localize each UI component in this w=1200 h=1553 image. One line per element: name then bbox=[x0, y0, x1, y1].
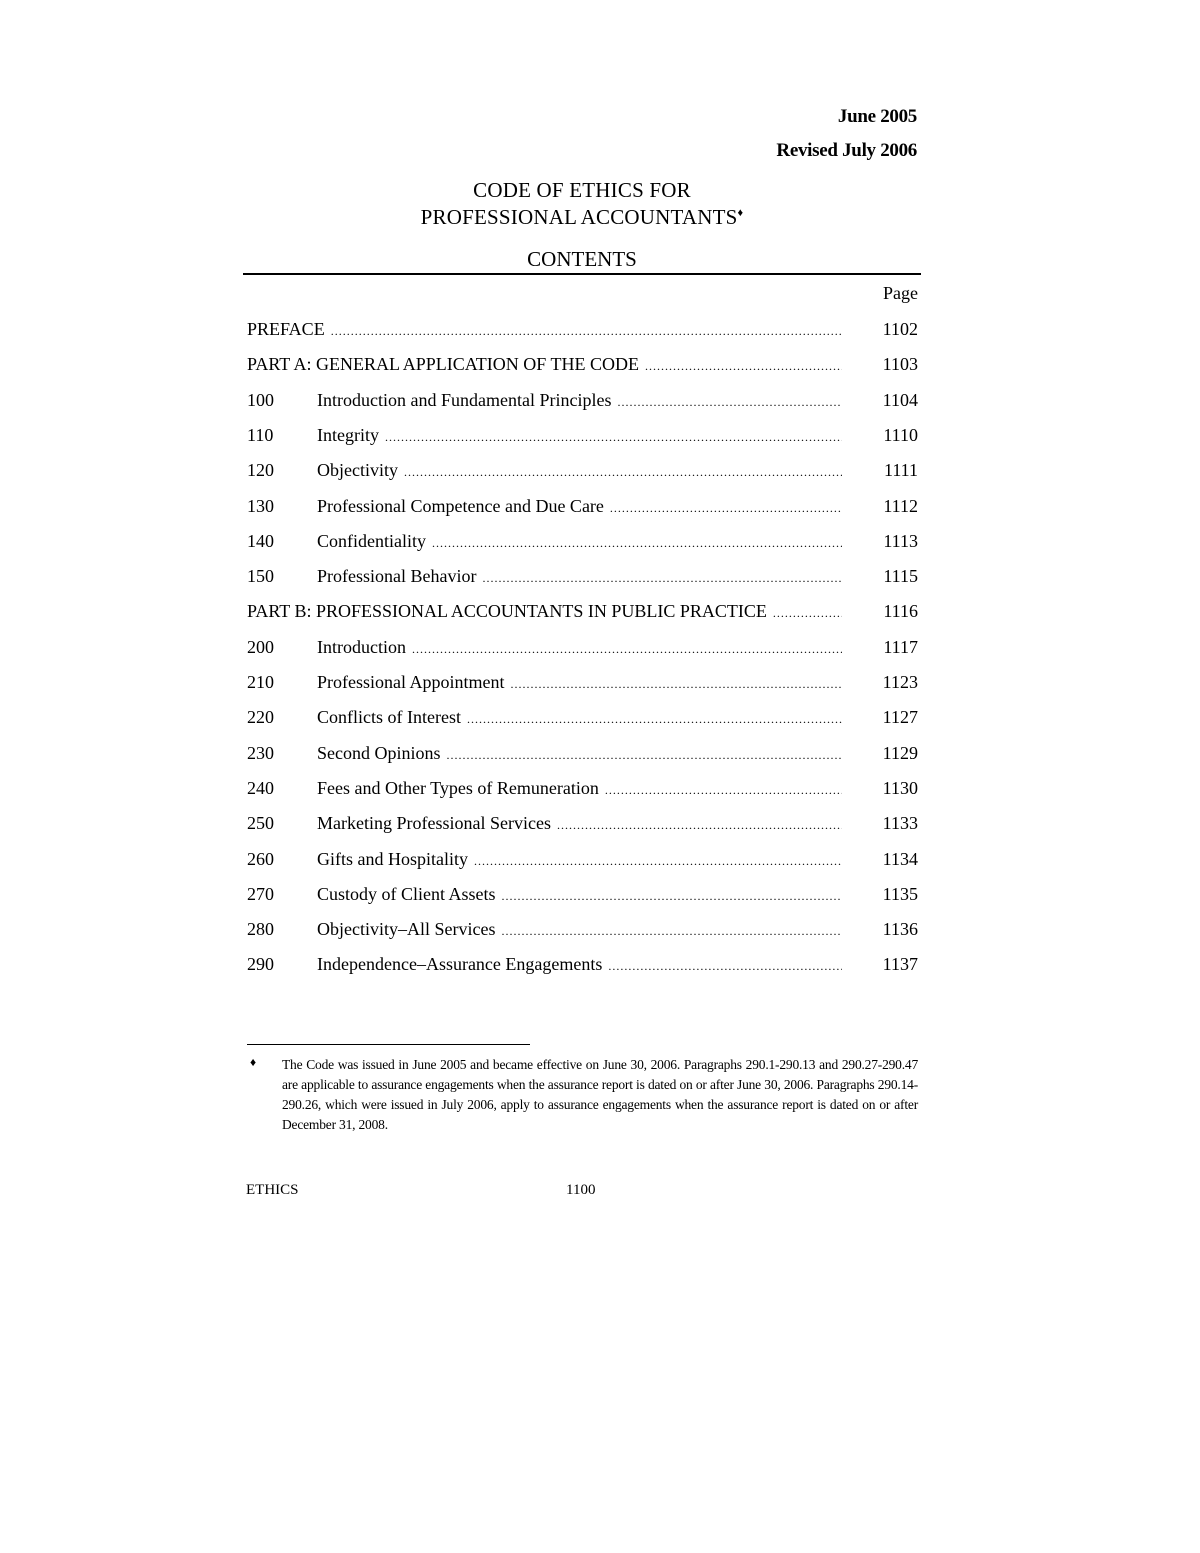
toc-entry-title-line bbox=[317, 916, 842, 944]
toc-page-number: 1116 bbox=[883, 601, 918, 621]
toc-section-number: 260 bbox=[247, 849, 274, 869]
document-title-text: PROFESSIONAL ACCOUNTANTS bbox=[420, 205, 738, 229]
toc-section-number: 210 bbox=[247, 672, 274, 692]
issue-date: June 2005 bbox=[837, 106, 917, 127]
toc-page-number: 1133 bbox=[882, 813, 918, 833]
toc-dot-leader bbox=[482, 565, 842, 591]
toc-entry-title-line bbox=[247, 598, 842, 626]
toc-entry-title: Professional Competence and Due Care bbox=[317, 496, 604, 516]
toc-section-number: 120 bbox=[247, 460, 274, 480]
toc-entry bbox=[247, 598, 918, 624]
toc-section-number: 100 bbox=[247, 390, 274, 410]
toc-entry-title-line bbox=[317, 951, 842, 979]
toc-entry-title: PART A: GENERAL APPLICATION OF THE CODE bbox=[247, 354, 639, 374]
toc-section-number: 240 bbox=[247, 778, 274, 798]
toc-entry-title-line bbox=[317, 846, 842, 874]
toc-entry-title-line bbox=[317, 775, 842, 803]
toc-page-number: 1110 bbox=[883, 425, 918, 445]
toc-entry-title: Independence–Assurance Engagements bbox=[317, 954, 603, 974]
toc-section-number: 280 bbox=[247, 919, 274, 939]
toc-dot-leader bbox=[773, 600, 842, 626]
toc-entry bbox=[247, 351, 918, 377]
toc-entry-title-line bbox=[317, 669, 842, 697]
toc-entry-title-line bbox=[317, 493, 842, 521]
footnote-divider bbox=[247, 1044, 530, 1045]
toc-entry-title-line bbox=[247, 351, 842, 379]
toc-entry-title: Confidentiality bbox=[317, 531, 426, 551]
toc-entry bbox=[247, 457, 918, 483]
toc-dot-leader bbox=[474, 848, 842, 874]
toc-page-number: 1127 bbox=[882, 707, 918, 727]
toc-entry bbox=[247, 740, 918, 766]
toc-entry bbox=[247, 528, 918, 554]
document-title-line-2 bbox=[243, 205, 921, 230]
toc-dot-leader bbox=[447, 742, 843, 768]
toc-entry-title-line bbox=[317, 704, 842, 732]
contents-heading: CONTENTS bbox=[527, 247, 637, 271]
toc-page-number: 1112 bbox=[883, 496, 918, 516]
footnote-reference-marker: ♦ bbox=[737, 207, 744, 219]
toc-dot-leader bbox=[502, 883, 842, 909]
toc-entry-title: Professional Appointment bbox=[317, 672, 505, 692]
toc-dot-leader bbox=[385, 424, 842, 450]
footnote-text: The Code was issued in June 2005 and became effective on June 30, 2006. Paragraphs 290.1-290.13 and 290.27-290.47 are applicable to assurance engagements when the assurance report is dated on or after June 30, 2006. Paragraphs 290.14-290.26, which were issued in July 2006, apply to assurance engagements when the assurance report is dated on or after December 31, 2008. bbox=[282, 1057, 918, 1132]
toc-entry-title: Professional Behavior bbox=[317, 566, 477, 586]
toc-entry bbox=[247, 634, 918, 660]
toc-entry-title: PREFACE bbox=[247, 319, 325, 339]
toc-page-number: 1129 bbox=[882, 743, 918, 763]
toc-entry bbox=[247, 316, 918, 342]
toc-entry bbox=[247, 563, 918, 589]
toc-page-number: 1104 bbox=[882, 390, 918, 410]
toc-page-number: 1130 bbox=[882, 778, 918, 798]
toc-page-number: 1102 bbox=[882, 319, 918, 339]
toc-entry bbox=[247, 387, 918, 413]
toc-entry-title-line bbox=[317, 634, 842, 662]
toc-entry-title-line bbox=[317, 457, 842, 485]
toc-dot-leader bbox=[610, 495, 842, 521]
toc-dot-leader bbox=[432, 530, 842, 556]
toc-entry-title-line bbox=[317, 881, 842, 909]
toc-entry-title-line bbox=[247, 316, 842, 344]
toc-entry bbox=[247, 916, 918, 942]
toc-entry-title: Introduction and Fundamental Principles bbox=[317, 390, 612, 410]
toc-entry-title: Gifts and Hospitality bbox=[317, 849, 468, 869]
toc-entry bbox=[247, 422, 918, 448]
toc-entry-title-line bbox=[317, 528, 842, 556]
toc-page-number: 1113 bbox=[883, 531, 918, 551]
toc-entry-title-line bbox=[317, 810, 842, 838]
toc-section-number: 150 bbox=[247, 566, 274, 586]
toc-dot-leader bbox=[467, 706, 842, 732]
toc-entry bbox=[247, 846, 918, 872]
toc-dot-leader bbox=[608, 953, 842, 979]
toc-entry-title: Integrity bbox=[317, 425, 379, 445]
toc-section-number: 230 bbox=[247, 743, 274, 763]
toc-page-number: 1123 bbox=[882, 672, 918, 692]
footer-page-number: 1100 bbox=[566, 1182, 596, 1198]
toc-section-number: 200 bbox=[247, 637, 274, 657]
toc-page-number: 1134 bbox=[882, 849, 918, 869]
toc-entry-title: Custody of Client Assets bbox=[317, 884, 496, 904]
toc-section-number: 270 bbox=[247, 884, 274, 904]
toc-entry-title: Marketing Professional Services bbox=[317, 813, 551, 833]
toc-entry-title: Objectivity–All Services bbox=[317, 919, 496, 939]
toc-dot-leader bbox=[617, 389, 842, 415]
toc-page-number: 1115 bbox=[883, 566, 918, 586]
toc-dot-leader bbox=[404, 459, 842, 485]
toc-section-number: 290 bbox=[247, 954, 274, 974]
toc-entry-title-line bbox=[317, 422, 842, 450]
toc-section-number: 130 bbox=[247, 496, 274, 516]
toc-entry-title: Fees and Other Types of Remuneration bbox=[317, 778, 599, 798]
footnote-marker: ♦ bbox=[250, 1055, 257, 1069]
toc-entry bbox=[247, 493, 918, 519]
toc-entry-title: Second Opinions bbox=[317, 743, 441, 763]
toc-page-number: 1111 bbox=[884, 460, 918, 480]
toc-dot-leader bbox=[511, 671, 843, 697]
revision-date: Revised July 2006 bbox=[776, 140, 917, 161]
toc-page-number: 1137 bbox=[882, 954, 918, 974]
toc-entry bbox=[247, 704, 918, 730]
toc-entry-title: Conflicts of Interest bbox=[317, 707, 461, 727]
toc-section-number: 250 bbox=[247, 813, 274, 833]
toc-page-number: 1117 bbox=[883, 637, 918, 657]
toc-entry-title-line bbox=[317, 563, 842, 591]
toc-entry bbox=[247, 669, 918, 695]
toc-entry-title: PART B: PROFESSIONAL ACCOUNTANTS IN PUBLIC PRACTICE bbox=[247, 601, 767, 621]
toc-section-number: 140 bbox=[247, 531, 274, 551]
toc-entry-title-line bbox=[317, 387, 842, 415]
toc-dot-leader bbox=[331, 318, 842, 344]
toc-entry-title: Introduction bbox=[317, 637, 406, 657]
document-title-line-1: CODE OF ETHICS FOR bbox=[473, 178, 691, 202]
toc-entry bbox=[247, 881, 918, 907]
toc-section-number: 110 bbox=[247, 425, 274, 445]
toc-entry bbox=[247, 951, 918, 977]
page-column-label: Page bbox=[883, 283, 918, 303]
toc-page-number: 1103 bbox=[882, 354, 918, 374]
toc-page-number: 1135 bbox=[882, 884, 918, 904]
toc-section-number: 220 bbox=[247, 707, 274, 727]
contents-divider bbox=[243, 273, 921, 275]
toc-dot-leader bbox=[412, 636, 842, 662]
toc-entry bbox=[247, 810, 918, 836]
toc-dot-leader bbox=[557, 812, 842, 838]
toc-dot-leader bbox=[605, 777, 842, 803]
toc-dot-leader bbox=[501, 918, 842, 944]
toc-entry-title-line bbox=[317, 740, 842, 768]
footer-section-label: ETHICS bbox=[246, 1182, 299, 1198]
toc-entry bbox=[247, 775, 918, 801]
toc-entry-title: Objectivity bbox=[317, 460, 398, 480]
toc-dot-leader bbox=[645, 353, 842, 379]
toc-page-number: 1136 bbox=[882, 919, 918, 939]
